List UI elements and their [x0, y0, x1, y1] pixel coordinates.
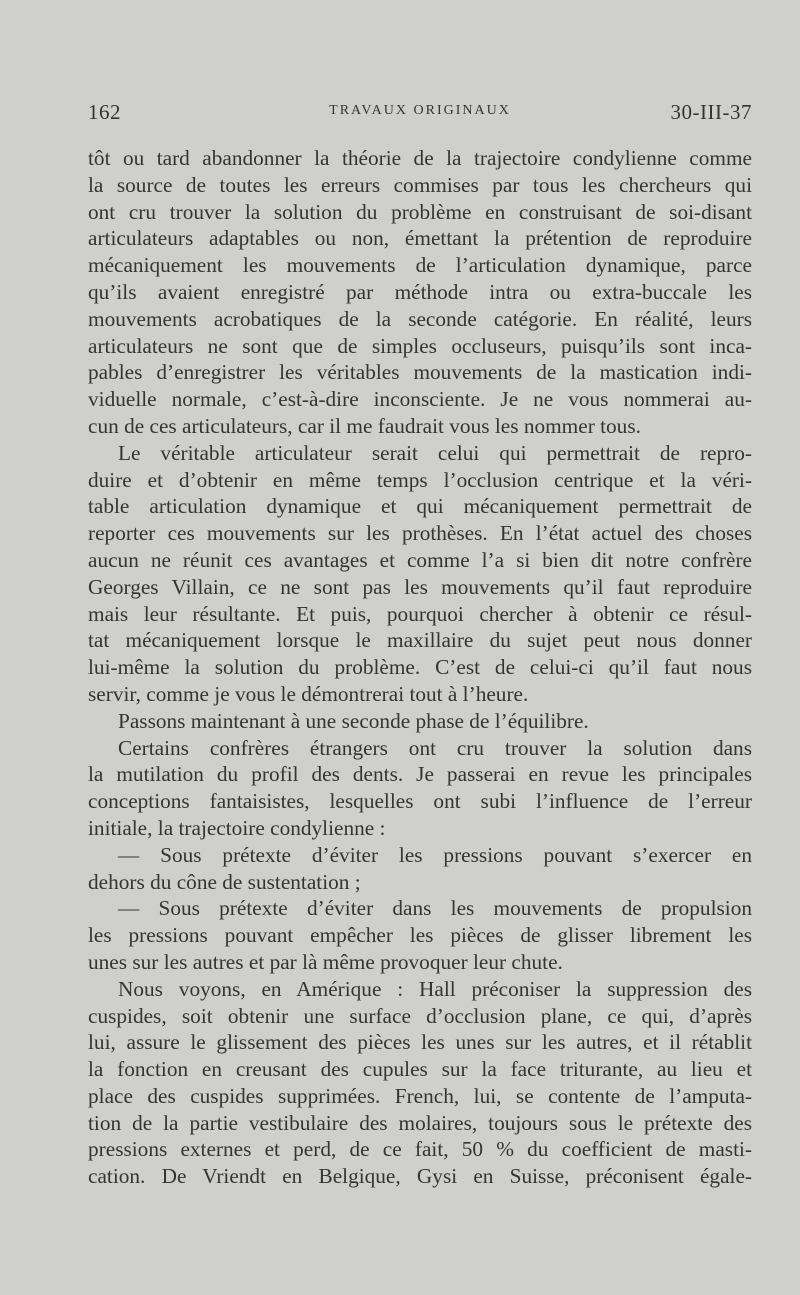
body-text [88, 145, 752, 1190]
running-head [88, 100, 752, 130]
text-line: viduelle normale, c’est-à-dire inconsciente. Je ne vous nommerai au- [88, 387, 752, 412]
text-line: pables d’enregistrer les véritables mouvements de la mastication indi- [88, 360, 752, 385]
text-line: tat mécaniquement lorsque le maxillaire du sujet peut nous donner [88, 628, 752, 653]
text-line: conceptions fantaisistes, lesquelles ont subi l’influence de l’erreur [88, 789, 752, 814]
text-line: lui, assure le glissement des pièces les unes sur les autres, et il rétablit [88, 1030, 752, 1055]
text-line: qu’ils avaient enregistré par méthode intra ou extra-buccale les [88, 279, 752, 304]
text-line: tion de la partie vestibulaire des molaires, toujours sous le prétexte des [88, 1110, 752, 1135]
text-line: articulateurs adaptables ou non, émettant la prétention de reproduire [88, 226, 752, 251]
section-title: TRAVAUX ORIGINAUX [329, 103, 511, 118]
text-line: la fonction en creusant des cupules sur la face triturante, au lieu et [88, 1057, 752, 1082]
paragraph-start-line: Certains confrères étrangers ont cru trouver la solution dans [118, 735, 752, 760]
text-line: table articulation dynamique et qui mécaniquement permettrait de [88, 494, 752, 519]
text-line: ont cru trouver la solution du problème en construisant de soi-disant [88, 199, 752, 224]
paragraph-end-line: servir, comme je vous le démontrerai tout à l’heure. [88, 681, 529, 706]
paragraph-start-line: Le véritable articulateur serait celui qui permettrait de repro- [118, 440, 752, 465]
text-line: mouvements acrobatiques de la seconde catégorie. En réalité, leurs [88, 306, 752, 331]
text-line: cuspides, soit obtenir une surface d’occlusion plane, ce qui, d’après [88, 1003, 752, 1028]
text-line: cation. De Vriendt en Belgique, Gysi en Suisse, préconisent égale- [88, 1164, 752, 1189]
paragraph-end-line: initiale, la trajectoire condylienne : [88, 815, 386, 840]
paragraph-line: Passons maintenant à une seconde phase de l’équilibre. [118, 708, 589, 733]
list-item-start-line: — Sous prétexte d’éviter les pressions pouvant s’exercer en [118, 842, 752, 867]
list-item-end-line: unes sur les autres et par là même provoquer leur chute. [88, 949, 563, 974]
text-line: mais leur résultante. Et puis, pourquoi chercher à obtenir ce résul- [88, 601, 752, 626]
text-line: Georges Villain, ce ne sont pas les mouvements qu’il faut reproduire [88, 574, 752, 599]
text-line: aucun ne réunit ces avantages et comme l’a si bien dit notre confrère [88, 547, 752, 572]
list-item-start-line: — Sous prétexte d’éviter dans les mouvements de propulsion [118, 896, 752, 921]
text-line: mécaniquement les mouvements de l’articulation dynamique, parce [88, 253, 752, 278]
paragraph-end-line: cun de ces articulateurs, car il me faudrait vous les nommer tous. [88, 413, 641, 438]
text-line: la mutilation du profil des dents. Je passerai en revue les principales [88, 762, 752, 787]
text-line: les pressions pouvant empêcher les pièces de glisser librement les [88, 923, 752, 948]
text-line: tôt ou tard abandonner la théorie de la trajectoire condylienne comme [88, 146, 752, 170]
text-line: place des cuspides supprimées. French, lui, se contente de l’amputa- [88, 1083, 752, 1108]
issue-date: 30-III-37 [670, 100, 752, 124]
page-number: 162 [88, 100, 121, 124]
text-line: reporter ces mouvements sur les prothèses. En l’état actuel des choses [88, 521, 752, 546]
list-item-end-line: dehors du cône de sustentation ; [88, 869, 361, 894]
text-line: duire et d’obtenir en même temps l’occlusion centrique et la véri- [88, 467, 752, 492]
paragraph-start-line: Nous voyons, en Amérique : Hall préconiser la suppression des [118, 976, 752, 1001]
text-line: articulateurs ne sont que de simples occluseurs, puisqu’ils sont inca- [88, 333, 752, 358]
text-line: la source de toutes les erreurs commises par tous les chercheurs qui [88, 172, 752, 197]
text-line: pressions externes et perd, de ce fait, 50 % du coefficient de masti- [88, 1137, 752, 1162]
text-line: lui-même la solution du problème. C’est de celui-ci qu’il faut nous [88, 655, 752, 680]
